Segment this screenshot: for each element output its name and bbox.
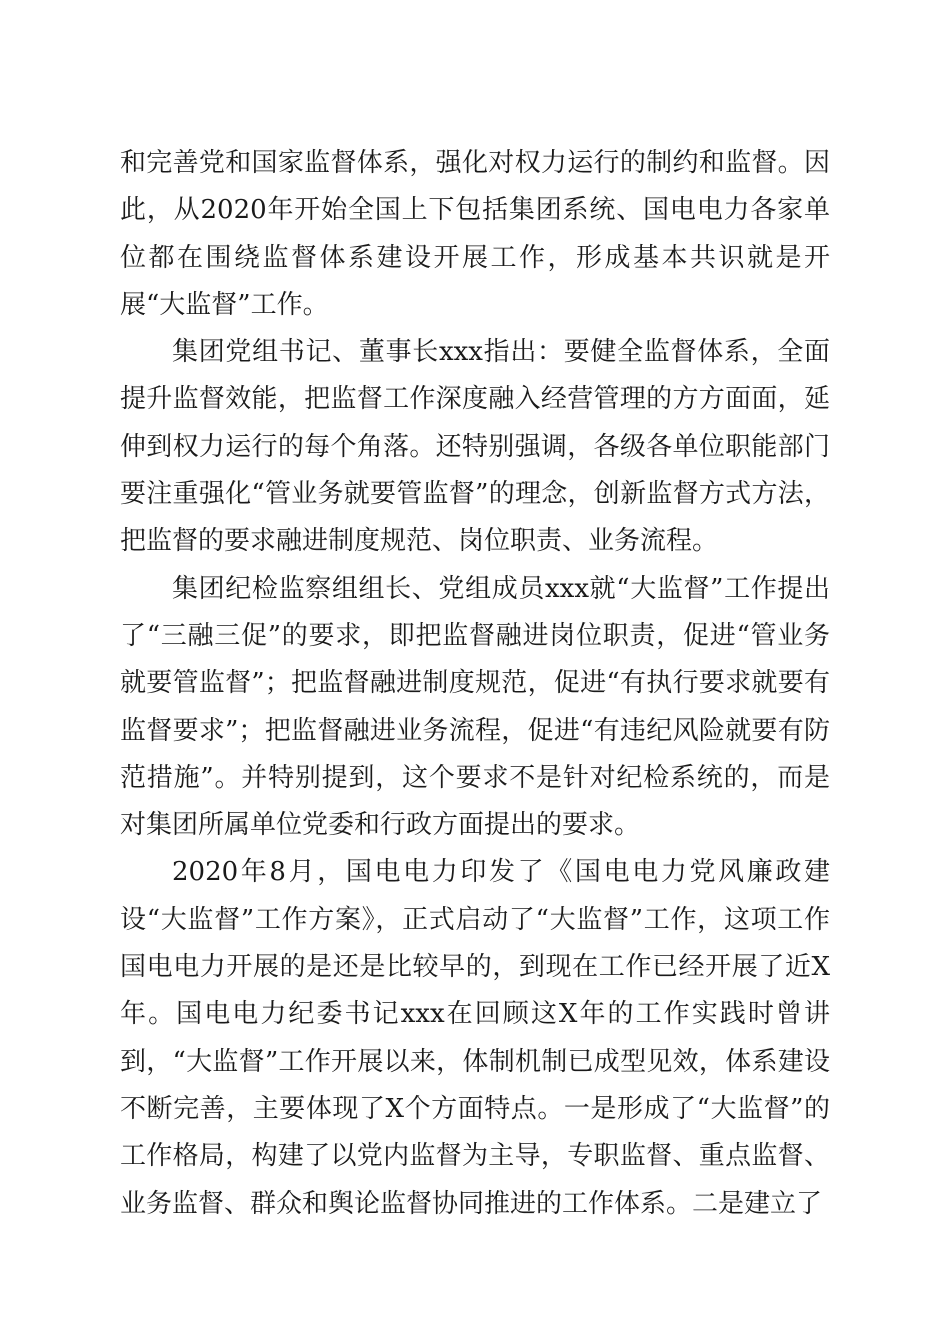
paragraph-chairman-remarks: 集团党组书记、董事长xxx指出：要健全监督体系，全面提升监督效能，把监督工作深度融入经营管理的方方面面，延伸到权力运行的每个角落。还特别强调，各级各单位职能部门要注重强化“管业务就要管监督”的理念，创新监督方式方法，把监督的要求融进制度规范、岗位职责、业务流程。 (120, 337, 830, 557)
paragraph-three-integrations: 集团纪检监察组组长、党组成员xxx就“大监督”工作提出了“三融三促”的要求，即把监督融进岗位职责，促进“管业务就要管监督”；把监督融进制度规范，促进“有执行要求就要有监督要求”；把监督融进业务流程，促进“有违纪风险就要有防范措施”。并特别提到，这个要求不是针对纪检系统的，而是对集团所属单位党委和行政方面提出的要求。 (120, 573, 830, 841)
document-body (120, 140, 830, 1228)
paragraph-work-plan: 2020年8月，国电电力印发了《国电电力党风廉政建设“大监督”工作方案》，正式启动了“大监督”工作，这项工作国电电力开展的是还是比较早的，到现在工作已经开展了近X年。国电电力纪委书记xxx在回顾这X年的工作实践时曾讲到，“大监督”工作开展以来，体制机制已成型见效，体系建设不断完善，主要体现了X个方面特点。一是形成了“大监督”的工作格局，构建了以党内监督为主导，专职监督、重点监督、业务监督、群众和舆论监督协同推进的工作体系。二是建立了 (120, 857, 830, 1219)
paragraph-continuation: 和完善党和国家监督体系，强化对权力运行的制约和监督。因此，从2020年开始全国上下包括集团系统、国电电力各家单位都在围绕监督体系建设开展工作，形成基本共识就是开展“大监督”工作。 (120, 148, 830, 320)
